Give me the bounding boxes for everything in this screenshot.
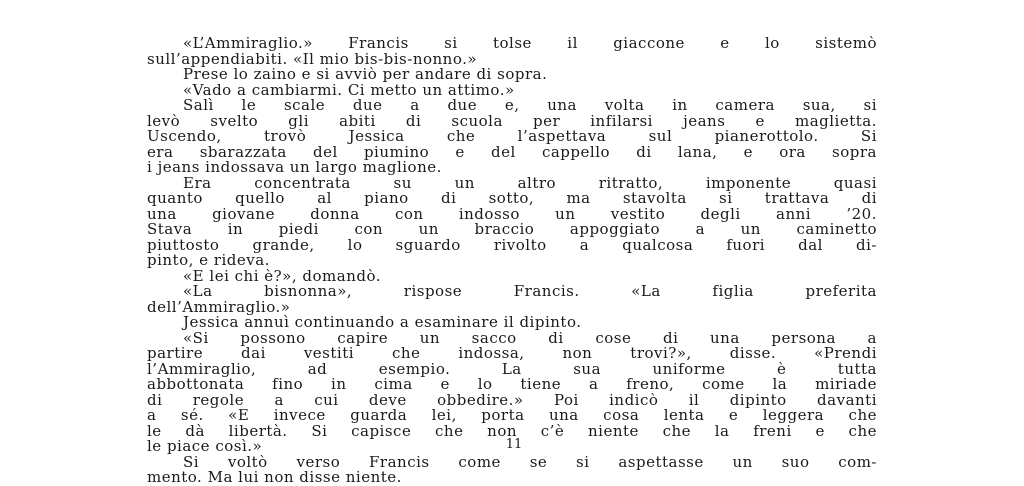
text-line: pinto, e rideva. [147, 253, 270, 269]
page-number: 11 [505, 437, 523, 452]
text-line: l’Ammiraglio, ad esempio. La sua uniforme è tutta [147, 361, 877, 377]
text-line: a sé. «E invece guarda lei, porta una cosa lenta e leggera che [147, 408, 877, 424]
text-line: Uscendo, trovò Jessica che l’aspettava sul pianerottolo. Si [147, 129, 877, 145]
text-line: abbottonata fino in cima e lo tiene a freno, come la miriade [147, 377, 877, 393]
text-line: Salì le scale due a due e, una volta in camera sua, si [183, 98, 877, 114]
body-text [147, 36, 877, 486]
text-line: sull’appendiabiti. «Il mio bis-bis-nonno.» [147, 51, 478, 67]
text-line: Prese lo zaino e si avviò per andare di sopra. [183, 67, 548, 83]
text-line: Si voltò verso Francis come se si aspettasse un suo com- [183, 454, 877, 470]
text-line: i jeans indossava un largo maglione. [147, 160, 442, 176]
text-line: Jessica annuì continuando a esaminare il dipinto. [183, 315, 582, 331]
text-line: Era concentrata su un altro ritratto, imponente quasi [183, 175, 877, 191]
text-line: piuttosto grande, lo sguardo rivolto a qualcosa fuori dal di- [147, 237, 877, 253]
text-line: una giovane donna con indosso un vestito degli anni ’20. [147, 206, 877, 222]
text-line: le dà libertà. Si capisce che non c’è niente che la freni e che [147, 423, 877, 439]
text-line: «L’Ammiraglio.» Francis si tolse il giaccone e lo sistemò [183, 36, 877, 52]
text-line: dell’Ammiraglio.» [147, 299, 291, 315]
text-line: le piace così.» [147, 439, 263, 455]
text-line: Stava in piedi con un braccio appoggiato a un caminetto [147, 222, 877, 238]
text-line: «E lei chi è?», domandò. [183, 268, 381, 284]
text-line: «Vado a cambiarmi. Ci metto un attimo.» [183, 82, 515, 98]
text-line: partire dai vestiti che indossa, non trovi?», disse. «Prendi [147, 346, 877, 362]
text-line: mento. Ma lui non disse niente. [147, 470, 402, 486]
text-line: «Si possono capire un sacco di cose di una persona a [183, 330, 877, 346]
text-line: era sbarazzata del piumino e del cappello di lana, e ora sopra [147, 144, 877, 160]
text-line: di regole a cui deve obbedire.» Poi indicò il dipinto davanti [147, 392, 877, 408]
text-line: «La bisnonna», rispose Francis. «La figlia preferita [183, 284, 877, 300]
text-line: quanto quello al piano di sotto, ma stavolta si trattava di [147, 191, 877, 207]
text-line: levò svelto gli abiti di scuola per infilarsi jeans e maglietta. [147, 113, 877, 129]
